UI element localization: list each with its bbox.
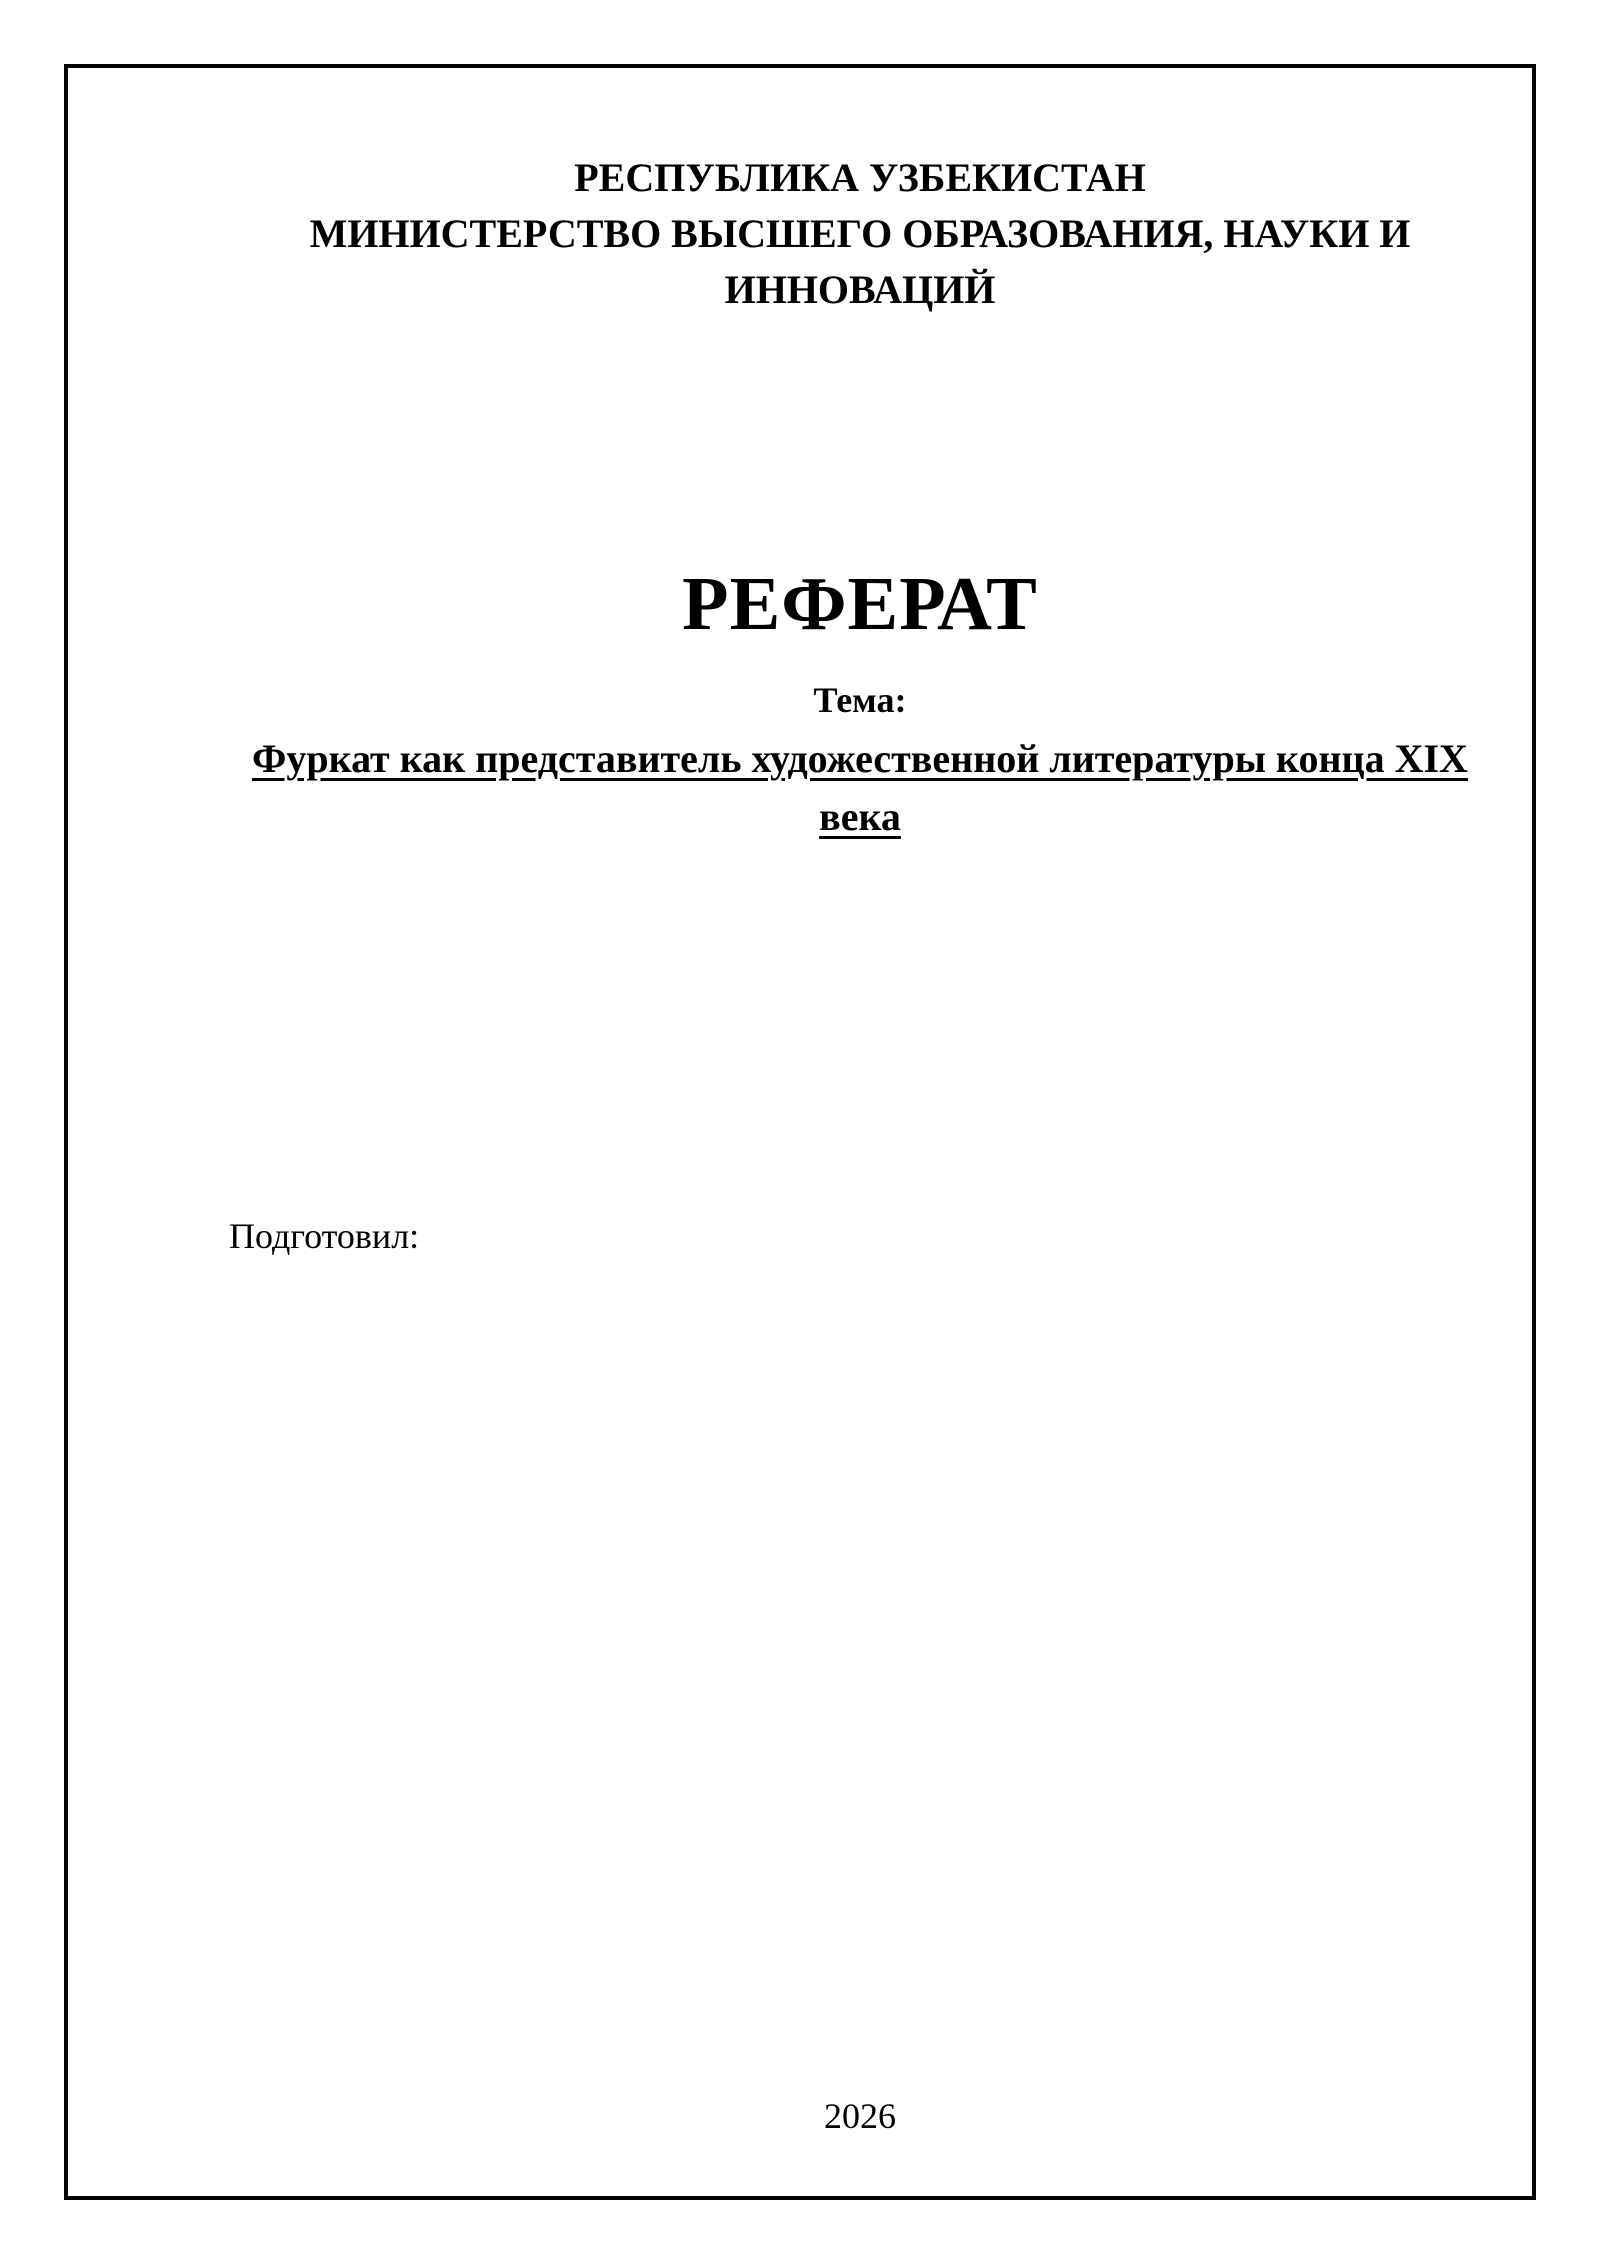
institution-header (0, 150, 1600, 318)
year: 2026 (824, 2096, 896, 2136)
topic-title: Фуркат как представитель художественной литературы конца XIX века (252, 736, 1468, 839)
country-name: РЕСПУБЛИКА УЗБЕКИСТАН (574, 155, 1146, 200)
ministry-name-line-1: МИНИСТЕРСТВО ВЫСШЕГО ОБРАЗОВАНИЯ, НАУКИ И (309, 211, 1411, 256)
document-type-title: РЕФЕРАТ (682, 562, 1038, 646)
prepared-by-label: Подготовил: (229, 1216, 420, 1256)
topic-label: Тема: (813, 680, 907, 720)
ministry-name-line-2: ИННОВАЦИЙ (724, 267, 996, 312)
page-border (64, 64, 1536, 2200)
